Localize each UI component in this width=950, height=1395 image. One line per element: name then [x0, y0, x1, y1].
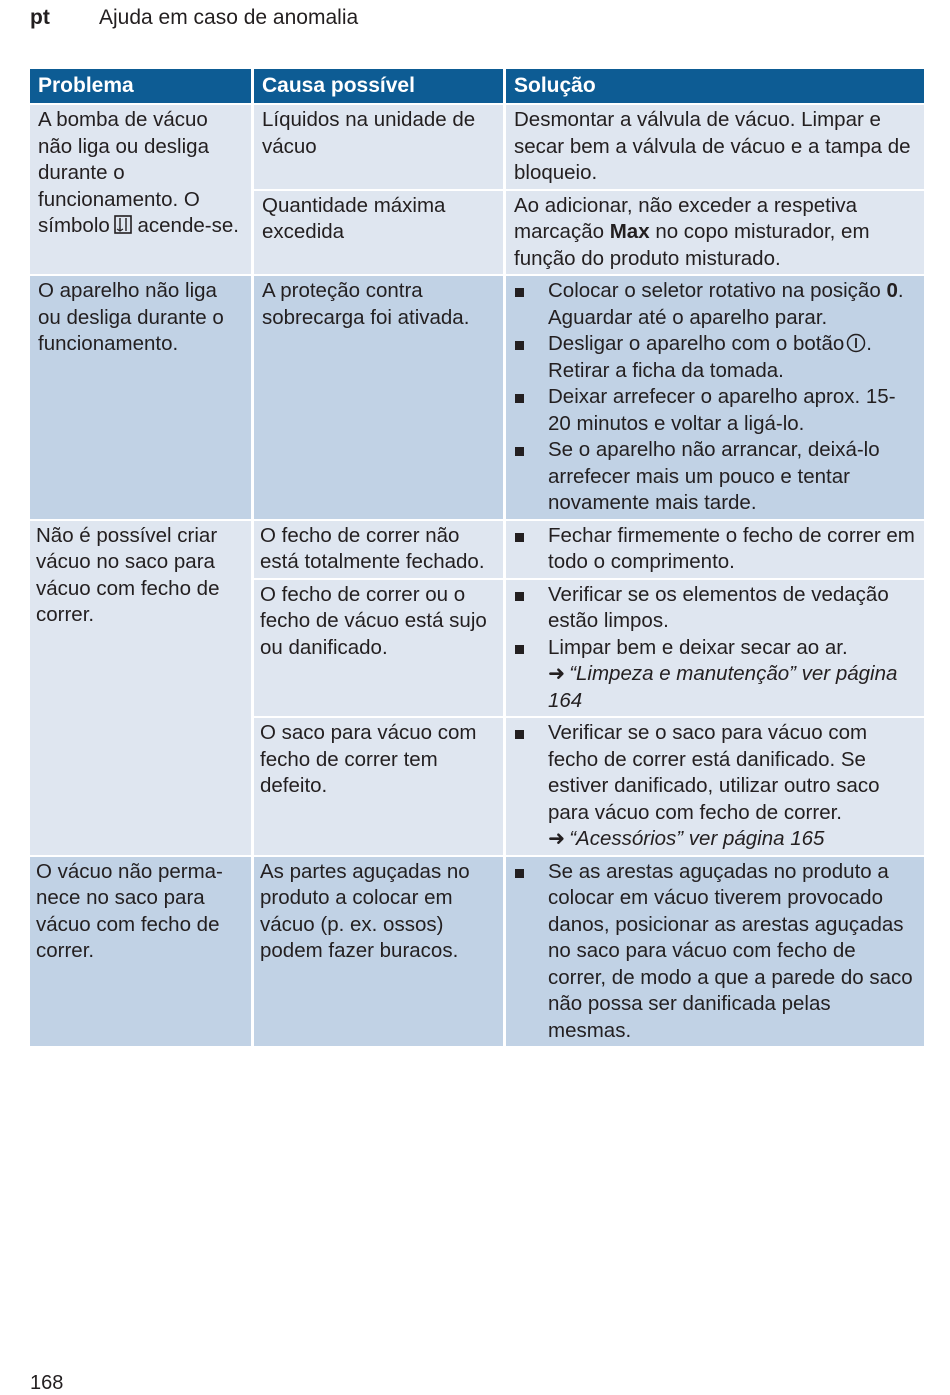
solution-cell [506, 857, 924, 1049]
list-item-text: Se o aparelho não arrancar, deixá-lo arrefecer mais um pouco e tentar novamente mais tarde. [548, 438, 880, 514]
cause-cell [254, 105, 506, 191]
position-zero-label: 0 [886, 279, 898, 302]
cause-cell [254, 191, 506, 277]
solution-list [512, 523, 917, 576]
cause-text: A proteção contra sobrecarga foi ativada. [262, 279, 470, 329]
solution-text-end: no copo misturador, em função do produto misturado. [514, 220, 870, 270]
list-item [512, 523, 917, 576]
solution-list [512, 582, 917, 715]
problem-text-end: acende-se. [137, 214, 239, 237]
solution-cell [506, 580, 924, 719]
cause-text: O fecho de correr ou o fecho de vácuo está sujo ou danificado. [260, 582, 487, 659]
cause-cell [254, 857, 506, 1049]
column-header-cause: Causa possível [254, 69, 506, 105]
cause-text: O fecho de correr não está totalmente fechado. [260, 523, 485, 573]
solution-list [512, 859, 917, 1045]
cause-cell [254, 718, 506, 857]
problem-cell [30, 857, 254, 1049]
problem-text: Não é possível criar vácuo no saco para vácuo com fecho de correr. [36, 523, 220, 626]
cause-text: O saco para vácuo com fecho de correr tem defeito. [260, 721, 477, 797]
solution-cell [506, 105, 924, 191]
cause-cell [254, 580, 506, 719]
cross-reference-link[interactable]: “Acessórios” ver página 165 [569, 827, 825, 850]
list-item [512, 720, 917, 853]
arrow-right-icon: ➜ [548, 827, 566, 850]
language-code: pt [30, 6, 50, 29]
list-item-text-end: . Aguardar até o aparelho parar. [548, 279, 904, 329]
troubleshooting-table [30, 69, 924, 1048]
table-row [30, 521, 924, 580]
problem-cell [30, 521, 254, 857]
cause-text: Quantidade máxima excedida [262, 193, 446, 243]
solution-cell [506, 718, 924, 857]
problem-text: O vácuo não perma-nece no saco para vácuo com fecho de correr. [36, 859, 223, 962]
list-item-text-end: . Retirar a ficha da tomada. [548, 332, 872, 382]
list-item [512, 437, 917, 517]
list-item [512, 384, 917, 437]
vacuum-symbol-icon [114, 215, 132, 234]
table-row [30, 105, 924, 191]
list-item-text: Desligar o aparelho com o botão [548, 332, 845, 355]
solution-cell [506, 191, 924, 277]
list-item-text: Verificar se o saco para vácuo com fecho de correr está danificado. Se estiver danificado, utilizar outro saco para vácuo com fecho de correr. [548, 721, 880, 824]
list-item-text: Colocar o seletor rotativo na posição [548, 279, 881, 302]
solution-text: Desmontar a válvula de vácuo. Limpar e secar bem a válvula de vácuo e a tampa de bloqueio. [514, 108, 911, 184]
solution-cell [506, 276, 924, 521]
problem-cell [30, 105, 254, 276]
cause-cell [254, 521, 506, 580]
solution-list [512, 720, 917, 853]
list-item-text: Verificar se os elementos de vedação estão limpos. [548, 582, 889, 632]
page-number: 168 [30, 1372, 64, 1394]
power-button-icon [846, 333, 866, 353]
list-item [512, 859, 917, 1045]
cause-text: Líquidos na unidade de vácuo [262, 108, 476, 158]
arrow-right-icon: ➜ [548, 662, 566, 685]
solution-list [512, 278, 917, 517]
list-item [512, 582, 917, 635]
problem-text: A bomba de vácuo não liga ou desliga durante o funcionamento. O símbolo [38, 108, 209, 237]
solution-text: Ao adicionar, não exceder a respetiva marcação [514, 193, 858, 243]
solution-cell [506, 521, 924, 580]
max-mark-label: Max [609, 220, 650, 243]
list-item-text: Deixar arrefecer o aparelho aprox. 15-20 minutos e voltar a ligá-lo. [548, 385, 896, 435]
column-header-solution: Solução [506, 69, 924, 105]
list-item [512, 635, 917, 715]
list-item-text: Se as arestas aguçadas no produto a colocar em vácuo tiverem provocado danos, posicionar as arestas aguçadas no saco para vácuo com fecho de correr, de modo a que a parede do saco não possa ser danificada pelas mesmas. [548, 859, 913, 1042]
column-header-problem: Problema [30, 69, 254, 105]
table-row [30, 857, 924, 1049]
cross-reference-link[interactable]: “Limpeza e manutenção” ver página 164 [548, 662, 898, 712]
problem-text: O aparelho não liga ou desliga durante o funcionamento. [38, 279, 224, 355]
section-title: Ajuda em caso de anomalia [99, 6, 359, 29]
list-item [512, 331, 917, 384]
cause-cell [254, 276, 506, 521]
list-item-text: Fechar firmemente o fecho de correr em todo o comprimento. [548, 523, 915, 573]
problem-cell [30, 276, 254, 521]
cause-text: As partes aguçadas no produto a colocar em vácuo (p. ex. ossos) podem fazer buracos. [260, 859, 470, 962]
list-item [512, 278, 917, 331]
list-item-text: Limpar bem e deixar secar ao ar. [548, 635, 848, 659]
table-header-row [30, 69, 924, 105]
table-row [30, 276, 924, 521]
